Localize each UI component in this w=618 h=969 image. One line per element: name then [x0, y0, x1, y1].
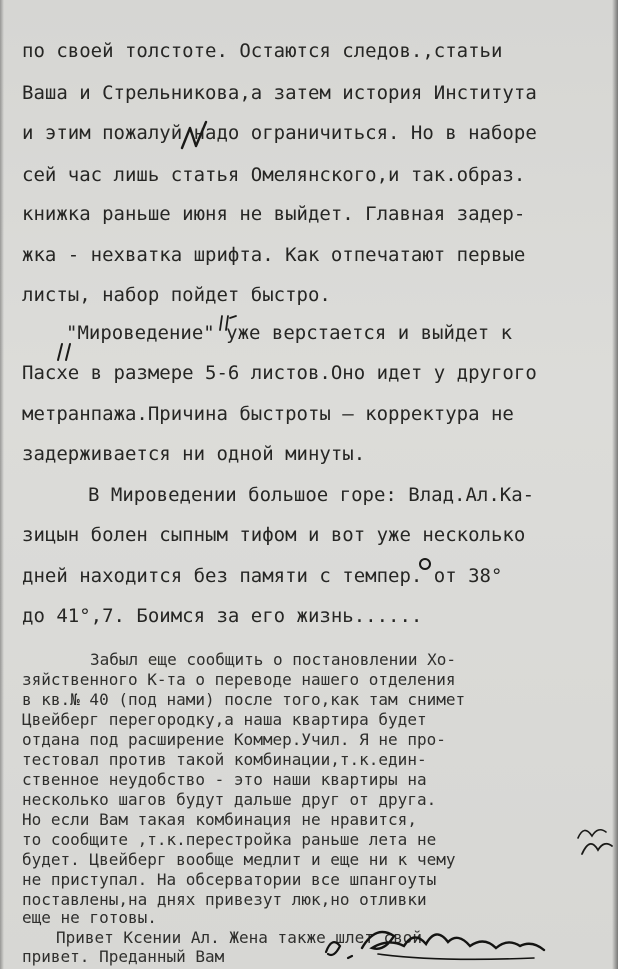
- letter-line: отдана под расширение Коммер.Учил. Я не про-: [22, 730, 446, 749]
- letter-line: то сообщите ,т.к.перестройка раньше лета не: [22, 830, 437, 849]
- page-edge-shadow-left: [0, 0, 4, 969]
- handwritten-correction-mark: [574, 816, 614, 846]
- letter-line: "Мироведение" уже верстается и выйдет к: [66, 322, 513, 344]
- letter-line: Забыл еще сообщить о постановлении Хо-: [90, 650, 457, 669]
- letter-line: еще не готовы.: [22, 908, 157, 927]
- letter-line: по своей толстоте. Остаются следов.,статьи: [22, 40, 503, 62]
- handwritten-degree-mark: [416, 556, 436, 576]
- letter-line: ственное неудобство - это наши квартиры на: [22, 770, 427, 789]
- letter-line: и этим пожалуй надо ограничиться. Но в наборе: [22, 122, 537, 144]
- handwritten-signature: [318, 918, 558, 968]
- letter-line: зицын болен сыпным тифом и вот уже несколько: [22, 524, 526, 546]
- letter-line: поставлены,на днях привезут люк,но отливки: [22, 890, 427, 909]
- closing-line: привет. Преданный Вам: [22, 947, 225, 966]
- letter-line: сей час лишь статья Омелянского,и так.образ.: [22, 164, 526, 186]
- letter-line: зяйственного К-та о переводе нашего отделения: [22, 670, 456, 689]
- letter-line: несколько шагов будут дальше друг от друга.: [22, 790, 437, 809]
- letter-line: будет. Цвейберг вообще медлит и еще ни к чему: [22, 850, 456, 869]
- letter-line: тестовал против такой комбинации,т.к.един-: [22, 750, 427, 769]
- letter-line: задерживается ни одной минуты.: [22, 443, 366, 465]
- letter-line: дней находится без памяти с темпер. от 38°: [22, 565, 503, 587]
- letter-line: Пасхе в размере 5-6 листов.Оно идет у другого: [22, 362, 537, 384]
- letter-line: до 41°,7. Боимся за его жизнь......: [22, 605, 423, 627]
- letter-line: жка - нехватка шрифта. Как отпечатают первые: [22, 244, 526, 266]
- handwritten-quote-mark: [52, 326, 92, 366]
- handwritten-correction-mark: [176, 118, 216, 158]
- letter-line: Но если Вам такая комбинация не нравится,: [22, 810, 417, 829]
- letter-line: книжка раньше июня не выйдет. Главная задер-: [22, 203, 526, 225]
- letter-line: Ваша и Стрельникова,а затем история Института: [22, 82, 537, 104]
- letter-line: В Мироведении большое горе: Влад.Ал.Ка-: [88, 484, 535, 506]
- letter-line: в кв.№ 40 (под нами) после того,как там снимет: [22, 690, 466, 709]
- letter-line: листы, набор пойдет быстро.: [22, 284, 331, 306]
- closing-line: Привет Ксении Ал. Жена также шлет свой: [56, 928, 423, 947]
- letter-line: метранпажа.Причина быстроты — корректура не: [22, 403, 514, 425]
- letter-line: Цвейберг перегородку,а наша квартира будет: [22, 710, 427, 729]
- handwritten-quote-mark: [216, 312, 240, 336]
- letter-line: не приступал. На обсерватории все шпангоуты: [22, 870, 437, 889]
